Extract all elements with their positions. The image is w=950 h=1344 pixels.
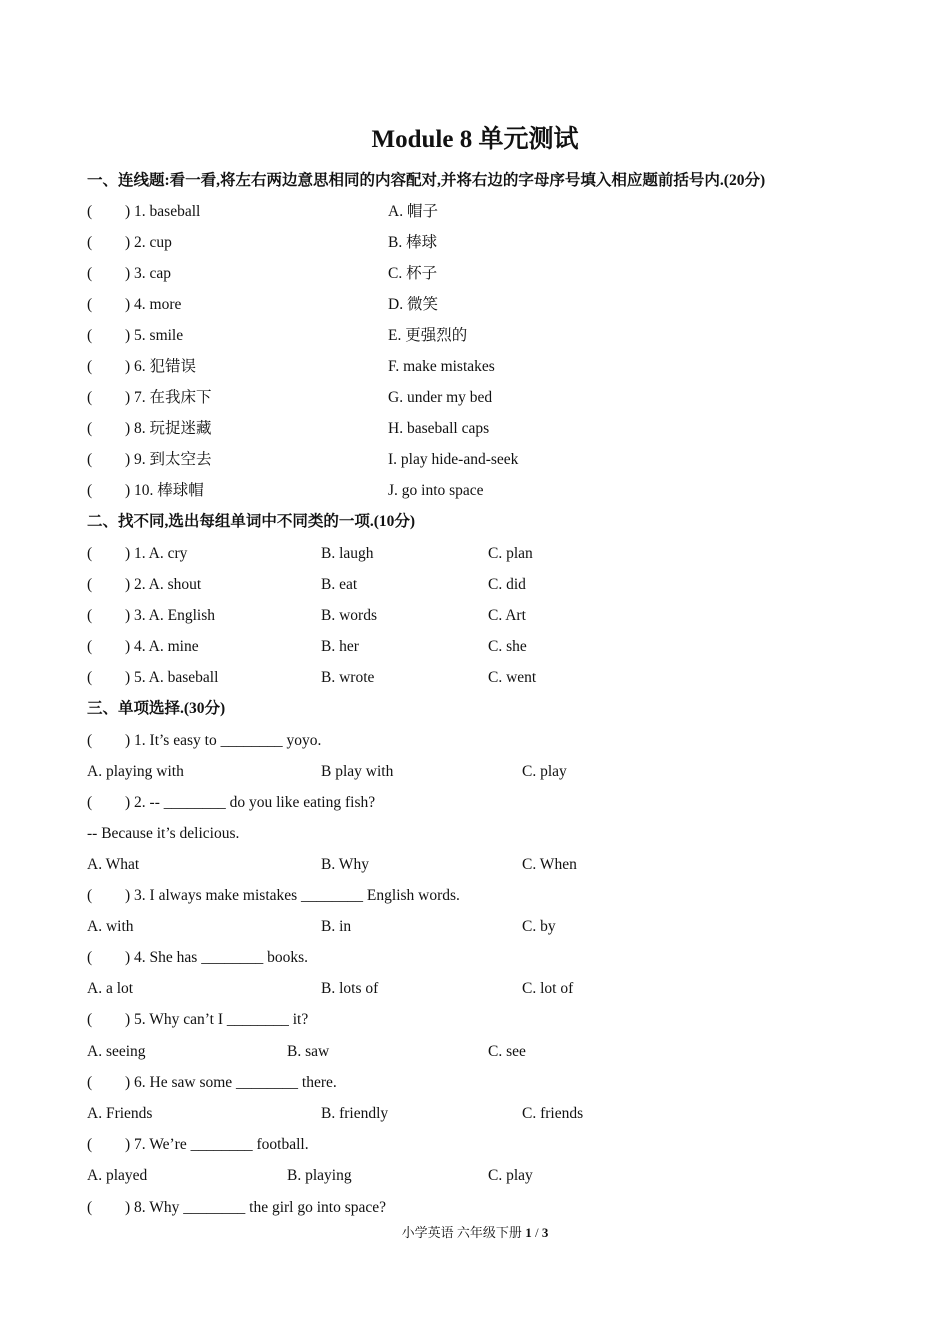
match-question-2: ( ) 2. cup xyxy=(87,234,172,251)
match-answer-3: C. 杯子 xyxy=(388,265,438,282)
section-1-heading: 一、连线题:看一看,将左右两边意思相同的内容配对,并将右边的字母序号填入相应题前括号内.(20分) xyxy=(87,172,766,189)
odd-one-out-item-1: ( ) 1. A. cry xyxy=(87,545,188,562)
mc-option-b: B. in xyxy=(321,918,352,935)
match-answer-6: F. make mistakes xyxy=(388,358,495,375)
footer-separator: / xyxy=(534,1225,539,1240)
match-answer-2: B. 棒球 xyxy=(388,234,438,251)
odd-one-out-option-b: B. words xyxy=(321,607,377,624)
mc-option-c: C. When xyxy=(522,856,577,873)
mc-question-4: ( ) 4. She has ________ books. xyxy=(87,949,308,966)
mc-question-3: ( ) 3. I always make mistakes ________ English words. xyxy=(87,887,460,904)
match-answer-9: I. play hide-and-seek xyxy=(388,451,519,468)
odd-one-out-option-b: B. wrote xyxy=(321,669,375,686)
mc-option-a: A. Friends xyxy=(87,1105,153,1122)
mc-question-1: ( ) 1. It’s easy to ________ yoyo. xyxy=(87,732,322,749)
match-answer-5: E. 更强烈的 xyxy=(388,327,468,344)
mc-question-7: ( ) 7. We’re ________ football. xyxy=(87,1136,309,1153)
odd-one-out-option-b: B. laugh xyxy=(321,545,374,562)
match-answer-8: H. baseball caps xyxy=(388,420,490,437)
odd-one-out-option-c: C. went xyxy=(488,669,537,686)
mc-option-b: B. playing xyxy=(287,1167,352,1184)
match-question-3: ( ) 3. cap xyxy=(87,265,172,282)
match-question-8: ( ) 8. 玩捉迷藏 xyxy=(87,420,212,437)
match-question-4: ( ) 4. more xyxy=(87,296,182,313)
odd-one-out-option-c: C. plan xyxy=(488,545,533,562)
mc-option-b: B. lots of xyxy=(321,980,379,997)
mc-option-c: C. play xyxy=(522,763,567,780)
odd-one-out-option-c: C. did xyxy=(488,576,526,593)
mc-option-b: B. saw xyxy=(287,1043,330,1060)
mc-option-b: B play with xyxy=(321,763,394,780)
page-footer xyxy=(0,1223,950,1243)
mc-question-8: ( ) 8. Why ________ the girl go into space? xyxy=(87,1199,387,1216)
mc-option-b: B. friendly xyxy=(321,1105,389,1122)
mc-option-c: C. play xyxy=(488,1167,533,1184)
footer-page-number: 1 xyxy=(525,1225,532,1240)
odd-one-out-item-5: ( ) 5. A. baseball xyxy=(87,669,219,686)
mc-question-2-reply: -- Because it’s delicious. xyxy=(87,825,240,842)
mc-option-a: A. What xyxy=(87,856,140,873)
mc-option-a: A. seeing xyxy=(87,1043,146,1060)
mc-option-a: A. playing with xyxy=(87,763,184,780)
mc-option-a: A. a lot xyxy=(87,980,134,997)
mc-option-c: C. friends xyxy=(522,1105,584,1122)
mc-question-5: ( ) 5. Why can’t I ________ it? xyxy=(87,1011,309,1028)
match-question-6: ( ) 6. 犯错误 xyxy=(87,358,197,375)
mc-option-c: C. lot of xyxy=(522,980,574,997)
mc-question-2: ( ) 2. -- ________ do you like eating fish? xyxy=(87,794,376,811)
odd-one-out-item-3: ( ) 3. A. English xyxy=(87,607,215,624)
match-answer-1: A. 帽子 xyxy=(388,203,438,220)
page-title: Module 8 单元测试 xyxy=(371,126,579,153)
mc-option-c: C. see xyxy=(488,1043,526,1060)
match-question-5: ( ) 5. smile xyxy=(87,327,184,344)
mc-option-a: A. with xyxy=(87,918,134,935)
mc-question-6: ( ) 6. He saw some ________ there. xyxy=(87,1074,337,1091)
match-question-10: ( ) 10. 棒球帽 xyxy=(87,482,204,499)
section-3-heading: 三、单项选择.(30分) xyxy=(87,700,226,717)
match-answer-7: G. under my bed xyxy=(388,389,493,406)
footer-page-total: 3 xyxy=(541,1225,549,1240)
odd-one-out-item-4: ( ) 4. A. mine xyxy=(87,638,199,655)
section-2-heading: 二、找不同,选出每组单词中不同类的一项.(10分) xyxy=(87,513,416,530)
odd-one-out-option-c: C. she xyxy=(488,638,527,655)
odd-one-out-option-b: B. eat xyxy=(321,576,358,593)
match-question-7: ( ) 7. 在我床下 xyxy=(87,389,212,406)
odd-one-out-option-b: B. her xyxy=(321,638,359,655)
footer-subject: 小学英语 六年级下册 xyxy=(401,1225,522,1240)
match-answer-10: J. go into space xyxy=(388,482,484,499)
odd-one-out-item-2: ( ) 2. A. shout xyxy=(87,576,202,593)
odd-one-out-option-c: C. Art xyxy=(488,607,526,624)
mc-option-b: B. Why xyxy=(321,856,369,873)
match-question-1: ( ) 1. baseball xyxy=(87,203,201,220)
mc-option-c: C. by xyxy=(522,918,556,935)
mc-option-a: A. played xyxy=(87,1167,148,1184)
match-question-9: ( ) 9. 到太空去 xyxy=(87,451,212,468)
match-answer-4: D. 微笑 xyxy=(388,296,438,313)
